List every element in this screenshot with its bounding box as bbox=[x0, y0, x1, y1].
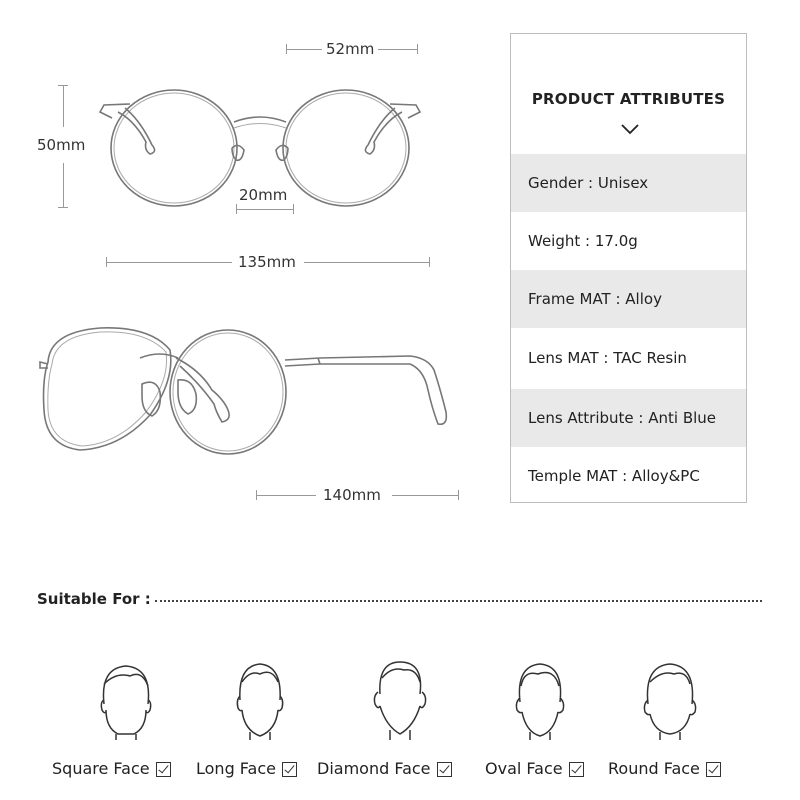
panel-title: PRODUCT ATTRIBUTES bbox=[531, 90, 726, 108]
long-face-icon bbox=[232, 660, 288, 740]
attribute-row-frame-material bbox=[511, 270, 746, 328]
checkbox-checked-icon bbox=[706, 762, 721, 777]
attribute-row-weight bbox=[511, 212, 746, 270]
attribute-text: Weight : 17.0g bbox=[528, 232, 638, 250]
lens-height-label: 50mm bbox=[37, 136, 86, 154]
lens-width-label: 52mm bbox=[326, 40, 375, 58]
diamond-face-icon bbox=[370, 658, 430, 740]
round-face-icon bbox=[640, 660, 700, 740]
attribute-row-lens-material bbox=[511, 329, 746, 387]
attribute-text: Temple MAT : Alloy&PC bbox=[528, 467, 700, 485]
checkbox-checked-icon bbox=[569, 762, 584, 777]
face-option-oval bbox=[485, 759, 584, 778]
face-label: Oval Face bbox=[485, 759, 563, 778]
face-option-long bbox=[196, 759, 297, 778]
oval-face-icon bbox=[512, 660, 568, 740]
attribute-text: Lens MAT : TAC Resin bbox=[528, 349, 687, 367]
side-view-glasses bbox=[0, 300, 500, 500]
attribute-text: Frame MAT : Alloy bbox=[528, 290, 662, 308]
checkbox-checked-icon bbox=[156, 762, 171, 777]
attribute-row-temple-material bbox=[511, 447, 746, 505]
checkbox-checked-icon bbox=[282, 762, 297, 777]
face-label: Round Face bbox=[608, 759, 700, 778]
frame-width-label: 135mm bbox=[238, 253, 296, 271]
suitable-for-label: Suitable For : bbox=[37, 590, 151, 608]
panel-header bbox=[511, 34, 746, 154]
attribute-row-lens-attribute bbox=[511, 389, 746, 447]
face-option-diamond bbox=[317, 759, 452, 778]
face-label: Square Face bbox=[52, 759, 150, 778]
face-label: Diamond Face bbox=[317, 759, 431, 778]
face-option-square bbox=[52, 759, 171, 778]
bridge-width-label: 20mm bbox=[239, 186, 288, 204]
face-option-round bbox=[608, 759, 721, 778]
face-label: Long Face bbox=[196, 759, 276, 778]
attribute-text: Lens Attribute : Anti Blue bbox=[528, 409, 717, 427]
checkbox-checked-icon bbox=[437, 762, 452, 777]
attribute-text: Gender : Unisex bbox=[528, 174, 649, 192]
dotted-divider bbox=[155, 600, 762, 602]
product-attributes-panel bbox=[510, 33, 747, 503]
chevron-down-icon bbox=[621, 124, 639, 136]
attribute-row-gender bbox=[511, 154, 746, 212]
square-face-icon bbox=[96, 660, 156, 740]
temple-length-label: 140mm bbox=[323, 486, 381, 504]
